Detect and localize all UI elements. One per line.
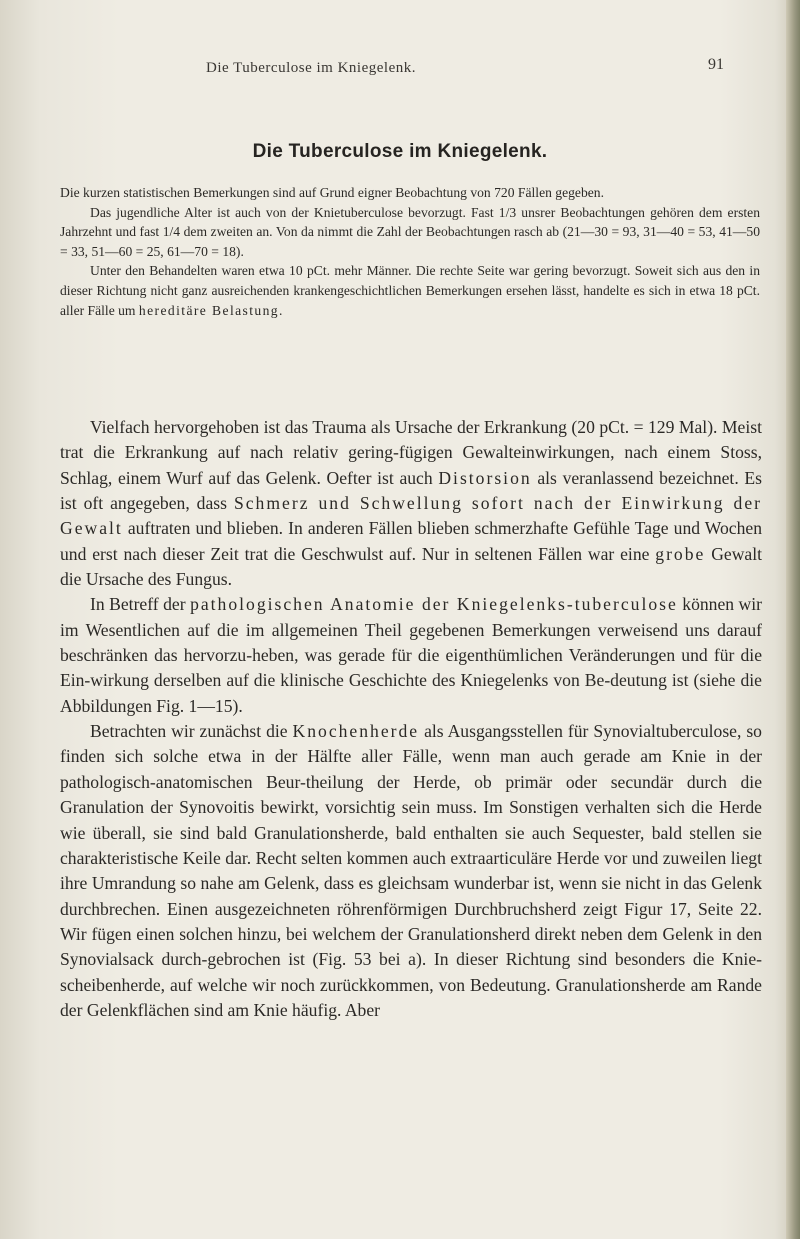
spaced-emphasis: Distorsion [438, 467, 532, 488]
spaced-emphasis: grobe [655, 543, 706, 564]
running-head: Die Tuberculose im Kniegelenk. [206, 60, 416, 76]
small-print-block [60, 183, 760, 320]
book-spine-edge [786, 0, 800, 1239]
spaced-emphasis: Schmerz und Schwellung sofort nach der Einwirkung der Gewalt [60, 493, 762, 539]
spaced-emphasis: pathologischen Anatomie der Kniegelenks-tuberculose [190, 594, 678, 615]
small-paragraph-1: Die kurzen statistischen Bemerkungen sind auf Grund eigner Beobachtung von 720 Fällen gegeben. [60, 185, 604, 200]
body-paragraph-bone-foci: Betrachten wir zunächst die Knochenherde als Ausgangsstellen für Synovialtuberculose, so finden sich solche etwa in der Hälfte aller Fälle, wenn man auch gerade am Knie in der pathologisch-anatomischen Beur-theilung der Herde, ob primär oder secundär durch die Granulation der Synovoitis bewirkt, vorsichtig sein muss. Im Sonstigen verhalten sich die Herde wie überall, sie sind bald Granulationsherde, bald enthalten sie auch Sequester, bald stellen sie charakteristische Keile dar. Recht selten kommen auch extraarticuläre Herde vor und zuweilen liegt ihre Umrandung so nahe am Gelenk, dass es gleichsam wunderbar ist, wenn sie nicht in das Gelenk durchbrechen. Einen ausgezeichneten röhrenförmigen Durchbruchsherd zeigt Figur 17, Seite 22. Wir fügen einen solchen hinzu, bei welchem der Granulationsherd direkt neben dem Gelenk in den Synovialsack durch-gebrochen ist (Fig. 53 bei a). In dieser Richtung sind besonders die Knie-scheibenherde, auf welche wir noch zurückkommen, von Bedeutung. Granulationsherde am Rande der Gelenkflächen sind am Knie häufig. Aber [60, 721, 762, 1020]
page-number: 91 [708, 56, 724, 73]
spaced-emphasis: Knochenherde [292, 721, 420, 742]
section-title: Die Tuberculose im Kniegelenk. [252, 141, 548, 162]
body-paragraph-trauma: Vielfach hervorgehoben ist das Trauma als Ursache der Erkrankung (20 pCt. = 129 Mal). Meist trat die Erkrankung auf nach relativ gering-fügigen Gewalteinwirkungen, nach einem Stoss, Schlag, einem Wurf auf das Gelenk. Oefter ist auch Distorsion als veranlassend bezeichnet. Es ist oft angegeben, dass Schmerz und Schwellung sofort nach der Einwirkung der Gewalt auftraten und blieben. In anderen Fällen blieben schmerzhafte Gefühle Tage und Wochen und erst nach dieser Zeit trat die Geschwulst auf. Nur in seltenen Fällen war eine grobe Gewalt die Ursache des Fungus. [60, 417, 762, 590]
small-paragraph-3: Unter den Behandelten waren etwa 10 pCt. mehr Männer. Die rechte Seite war gering bevorzugt. Soweit sich aus den in dieser Richtung nicht ganz ausreichenden krankengeschichtlichen Bemerkungen ersehen lässt, handelte es sich in etwa 18 pCt. aller Fälle um hereditäre Belastung. [60, 263, 760, 318]
body-paragraph-anatomy: In Betreff der pathologischen Anatomie der Kniegelenks-tuberculose können wir im Wesentlichen auf die im allgemeinen Theil gegebenen Bemerkungen verweisend uns darauf beschränken das hervorzu-heben, was gerade für die eigenthümlichen Veränderungen und für die Ein-wirkung derselben auf die klinische Geschichte des Kniegelenks von Be-deutung ist (siehe die Abbildungen Fig. 1—15). [60, 594, 762, 716]
spaced-emphasis: hereditäre Belastung [138, 302, 280, 318]
small-paragraph-2: Das jugendliche Alter ist auch von der Knietuberculose bevorzugt. Fast 1/3 unsrer Beobachtungen gehören dem ersten Jahrzehnt und fast 1/4 dem zweiten an. Von da nimmt die Zahl der Beobachtungen rasch ab (21—30 = 93, 31—40 = 53, 41—50 = 33, 51—60 = 25, 61—70 = 18). [60, 204, 760, 259]
body-text-block [60, 415, 762, 1023]
